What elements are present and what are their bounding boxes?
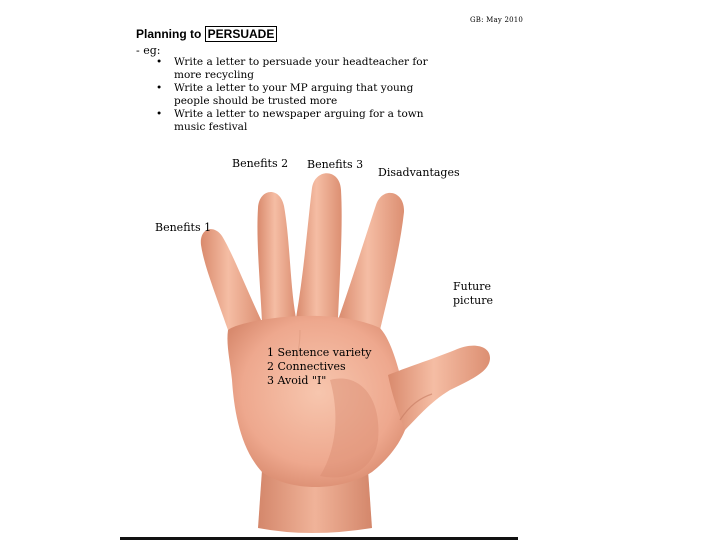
label-benefits-1: Benefits 1	[155, 221, 212, 234]
index-finger	[338, 193, 404, 330]
palm-item-1: 1 Sentence variety	[267, 346, 372, 359]
bullet-icon: •	[156, 56, 163, 68]
task-text: Write a letter to newspaper arguing for a town music festival	[174, 108, 424, 133]
task-text: Write a letter to your MP arguing that young people should be trusted more	[174, 82, 414, 107]
future-line-1: Future	[453, 280, 491, 293]
examples-intro: - eg:	[136, 44, 161, 57]
label-future-picture	[453, 280, 493, 308]
task-text: Write a letter to persuade your headteacher for more recycling	[174, 56, 428, 81]
ring-finger	[257, 192, 296, 322]
bullet-icon: •	[156, 82, 163, 94]
label-benefits-3: Benefits 3	[307, 158, 364, 171]
pinky-finger	[201, 229, 262, 330]
date-stamp: GB: May 2010	[470, 16, 524, 24]
bullet-icon: •	[156, 108, 163, 120]
title-prefix: Planning to	[136, 27, 202, 41]
palm-item-2: 2 Connectives	[267, 360, 346, 373]
palm-item-3: 3 Avoid "I"	[267, 374, 327, 387]
label-benefits-2: Benefits 2	[232, 157, 289, 170]
title-boxed-word: PERSUADE	[205, 26, 278, 42]
future-line-2: picture	[453, 294, 493, 307]
thumb	[388, 346, 490, 430]
middle-finger	[296, 173, 342, 318]
label-disadvantages: Disadvantages	[378, 166, 460, 179]
palm-checklist	[267, 346, 372, 388]
palm-shape	[227, 316, 409, 487]
